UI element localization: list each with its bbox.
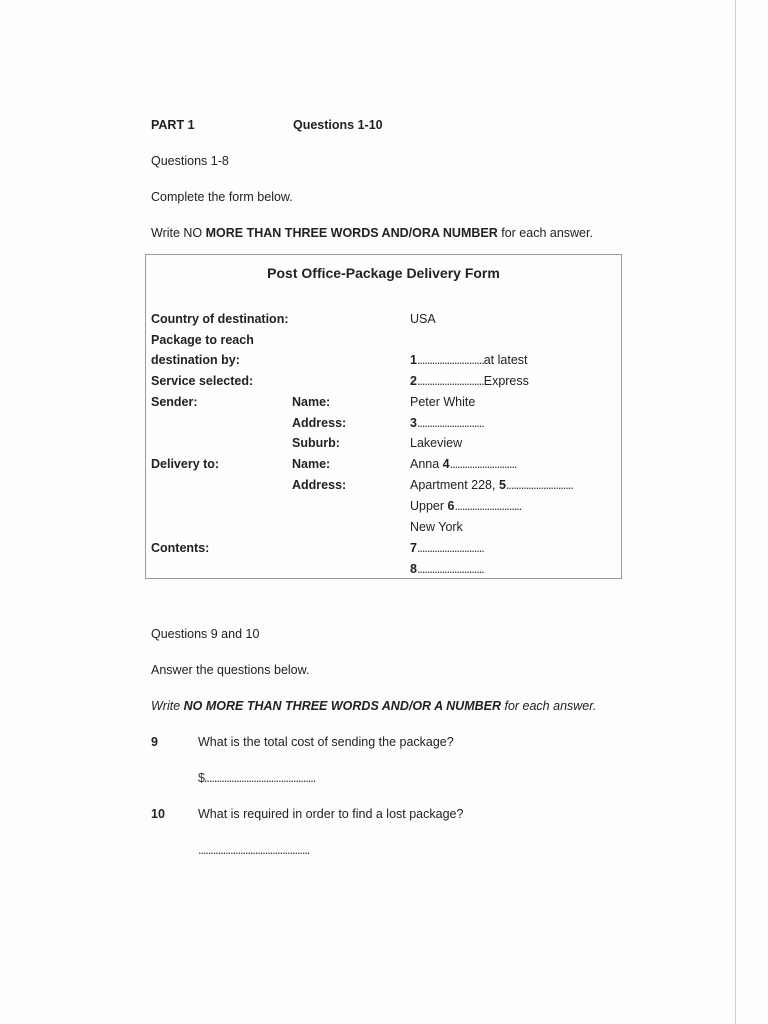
sub-questions-heading: Questions 1-8 <box>151 154 229 168</box>
page-edge-divider <box>735 0 736 1024</box>
questions-range: Questions 1-10 <box>293 118 383 132</box>
question-number-4: 4 <box>442 457 450 471</box>
sender-address-label: Address: <box>292 416 347 430</box>
instruction-word-limit-2-pre: Write <box>151 699 184 713</box>
question-number-7: 7 <box>410 541 417 555</box>
answer-blank-8[interactable] <box>410 562 484 576</box>
instruction-word-limit-pre: Write NO <box>151 226 206 240</box>
question-number-10: 10 <box>151 807 165 821</box>
instruction-word-limit-bold: MORE THAN THREE WORDS AND/ORA NUMBER <box>205 226 498 240</box>
blank-dots-4: ........................... <box>449 457 517 471</box>
blank-2-suffix: Express <box>483 374 529 388</box>
blank-dots-2: ........................... <box>416 374 484 388</box>
sender-name-label: Name: <box>292 395 331 409</box>
blank-1-suffix: at latest <box>483 353 528 367</box>
instruction-word-limit-2 <box>151 699 596 713</box>
suburb-label: Suburb: <box>292 436 340 450</box>
delivery-form-box <box>145 254 622 579</box>
answer-blank-3[interactable] <box>410 416 484 430</box>
instruction-word-limit-post: for each answer. <box>497 226 593 240</box>
instruction-word-limit <box>151 226 593 240</box>
question-9-text: What is the total cost of sending the package? <box>198 735 454 749</box>
blank-dots-8: ........................... <box>416 562 484 576</box>
question-number-1: 1 <box>410 353 417 367</box>
questions-9-10-heading: Questions 9 and 10 <box>151 627 260 641</box>
part-label: PART 1 <box>151 118 195 132</box>
delivery-name-label: Name: <box>292 457 331 471</box>
blank-dots-5: ........................... <box>505 478 573 492</box>
instruction-word-limit-2-bold: NO MORE THAN THREE WORDS AND/OR A NUMBER <box>183 699 501 713</box>
answer-blank-7[interactable] <box>410 541 484 555</box>
question-number-5: 5 <box>498 478 506 492</box>
blank-dots-6: ........................... <box>454 499 522 513</box>
question-number-6: 6 <box>447 499 455 513</box>
blank-dots-3: ........................... <box>416 416 484 430</box>
answer-blank-1[interactable] <box>410 353 528 367</box>
answer-blank-2[interactable] <box>410 374 529 388</box>
sender-label: Sender: <box>151 395 198 409</box>
blank-dots-7: ........................... <box>416 541 484 555</box>
question-10-text: What is required in order to find a lost package? <box>198 807 464 821</box>
instruction-answer-questions: Answer the questions below. <box>151 663 310 677</box>
upper-prefix: Upper <box>410 499 448 513</box>
question-number-9: 9 <box>151 735 158 749</box>
answer-blank-6[interactable] <box>410 499 521 513</box>
delivery-to-label: Delivery to: <box>151 457 220 471</box>
question-number-3: 3 <box>410 416 417 430</box>
form-title: Post Office-Package Delivery Form <box>267 265 500 281</box>
answer-blank-10[interactable]: ............................................. <box>198 843 310 857</box>
delivery-address-prefix: Apartment 228, <box>410 478 499 492</box>
reach-label-line1: Package to reach <box>151 333 254 347</box>
delivery-address-label: Address: <box>292 478 347 492</box>
instruction-word-limit-2-post: for each answer. <box>501 699 597 713</box>
answer-blank-5[interactable] <box>410 478 573 492</box>
question-number-2: 2 <box>410 374 417 388</box>
delivery-name-prefix: Anna <box>410 457 443 471</box>
contents-label: Contents: <box>151 541 210 555</box>
sender-name-value: Peter White <box>410 395 476 409</box>
country-value: USA <box>410 312 436 326</box>
instruction-complete-form: Complete the form below. <box>151 190 293 204</box>
country-label: Country of destination: <box>151 312 289 326</box>
suburb-value: Lakeview <box>410 436 463 450</box>
blank-dots-1: ........................... <box>416 353 484 367</box>
answer-blank-9[interactable]: $............................................. <box>198 771 316 785</box>
question-number-8: 8 <box>410 562 417 576</box>
city-value: New York <box>410 520 463 534</box>
service-label: Service selected: <box>151 374 254 388</box>
answer-blank-4[interactable] <box>410 457 516 471</box>
reach-label-line2: destination by: <box>151 353 240 367</box>
